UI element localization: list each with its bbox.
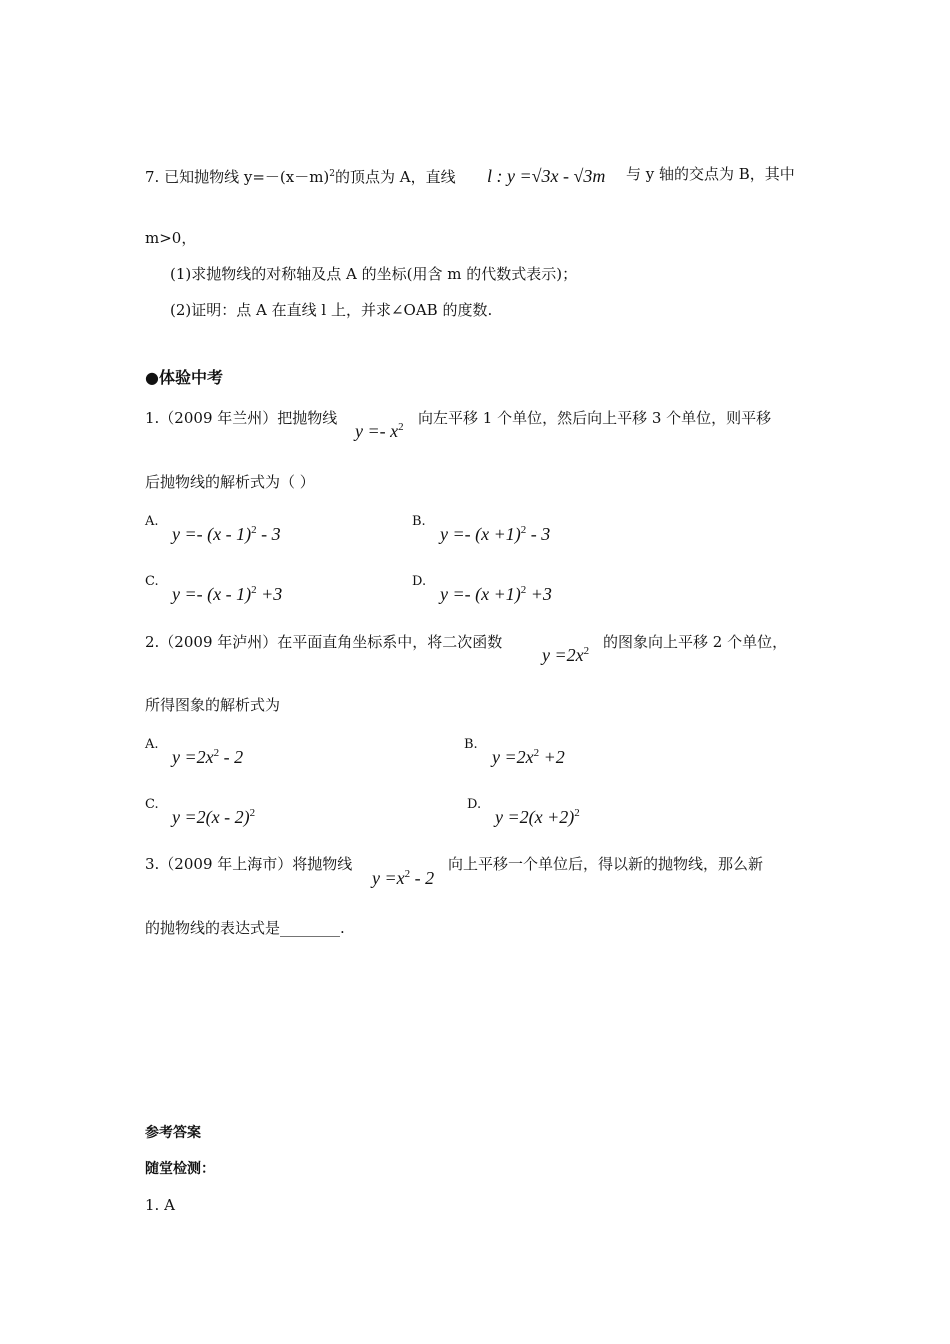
p1-text-2: 向左平移 1 个单位，然后向上平移 3 个单位，则平移 — [418, 409, 772, 427]
p1-option-a: y =- (x - 1)$^2$ - 3 — [172, 524, 281, 544]
p2-option-a-label: A. — [145, 737, 159, 752]
q7-sup: 2 — [329, 169, 336, 179]
p1-option-b: $y =- (x +1)^2 - 3$ — [440, 524, 551, 544]
p1-option-b-label: B. — [412, 514, 426, 529]
p1-text-3: 后抛物线的解析式为（ ） — [145, 473, 315, 491]
p2-option-b: $y =2x^2 +2$ — [492, 747, 565, 767]
q7-text-2: 的顶点为 A，直线 — [335, 168, 456, 186]
p2-option-c: y =2(x - 2)$^2$ — [172, 807, 256, 827]
p3-text-1: 3.（2009 年上海市）将抛物线 — [145, 855, 353, 873]
p1-formula: $y =- x^2$ — [355, 421, 404, 441]
q7-part-2: (2)证明：点 A 在直线 l 上，并求∠OAB 的度数. — [170, 301, 493, 319]
section-title: ●体验中考 — [145, 368, 223, 387]
p2-option-a: $y =2x^2 - 2$ — [172, 747, 244, 767]
p2-text-1: 2.（2009 年泸州）在平面直角坐标系中，将二次函数 — [145, 633, 503, 651]
p1-option-d: $y =- (x +1)^2 +3$ — [440, 584, 552, 604]
p2-formula: $y =2x^2$ — [542, 645, 590, 665]
p1-option-c-label: C. — [145, 574, 159, 589]
p3-formula: $y =x^2 - 2$ — [372, 868, 435, 888]
q7-text-3: 与 y 轴的交点为 B，其中 — [626, 165, 795, 183]
q7-text-4: m>0， — [145, 229, 197, 247]
answer-1: 1. A — [145, 1196, 175, 1214]
p1-text-1: 1.（2009 年兰州）把抛物线 — [145, 409, 338, 427]
p3-text-2: 向上平移一个单位后，得以新的抛物线，那么新 — [448, 855, 764, 873]
p2-option-c-label: C. — [145, 797, 159, 812]
answers-subtitle: 随堂检测： — [145, 1161, 215, 1177]
p2-option-b-label: B. — [464, 737, 478, 752]
p2-option-d: $y =2(x +2)^2$ — [495, 807, 580, 827]
q7-part-1: (1)求抛物线的对称轴及点 A 的坐标(用含 m 的代数式表示)； — [170, 265, 578, 283]
q7-line-formula: l : y =√3x - √3m — [487, 166, 606, 186]
q7-text-1: 7. 已知抛物线 y=－(x－m) — [145, 168, 330, 186]
p1-option-d-label: D. — [412, 574, 427, 589]
p1-option-a-label: A. — [145, 514, 159, 529]
q7-line-1 — [145, 164, 456, 187]
p1-option-c: y =- (x - 1)$^2$ +3 — [172, 584, 283, 604]
p3-text-3: 的抛物线的表达式是________. — [145, 919, 345, 937]
p2-text-3: 所得图象的解析式为 — [145, 696, 281, 714]
answers-title: 参考答案 — [145, 1125, 201, 1141]
p2-text-2: 的图象向上平移 2 个单位， — [603, 633, 788, 651]
p2-option-d-label: D. — [467, 797, 482, 812]
